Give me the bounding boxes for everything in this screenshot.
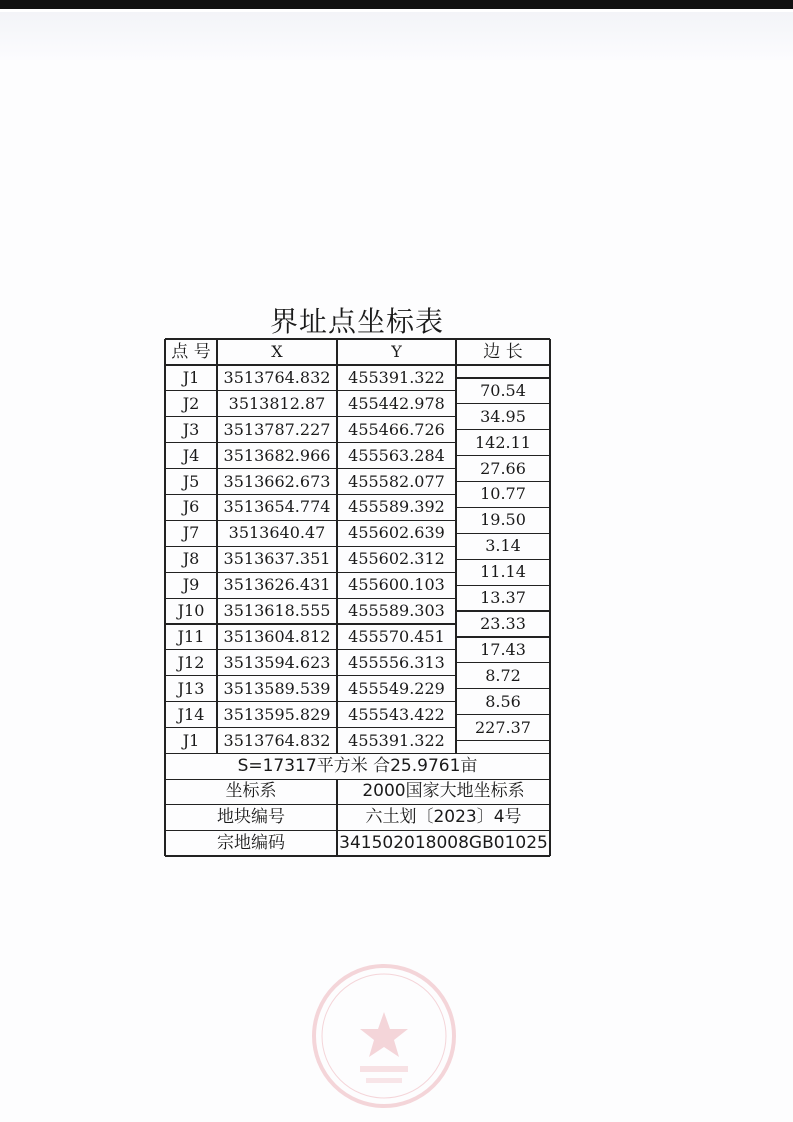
table-rule: [456, 455, 550, 456]
official-seal: [310, 962, 458, 1110]
edge-length: 142.11: [475, 432, 531, 452]
edge-length: 34.95: [480, 406, 526, 426]
point-y: 455391.322: [348, 367, 445, 387]
table-rule: [456, 507, 550, 508]
scan-shade: [0, 12, 793, 60]
edge-length: 70.54: [480, 380, 526, 400]
point-x: 3513764.832: [223, 367, 331, 387]
table-rule: [165, 804, 550, 805]
table-rule: [456, 585, 550, 586]
point-y: 455442.978: [348, 393, 445, 413]
table-rule: [456, 533, 550, 534]
table-rule: [165, 623, 456, 624]
table-rule: [165, 416, 456, 417]
info-value: 2000国家大地坐标系: [362, 781, 525, 802]
point-x: 3513589.539: [223, 678, 331, 698]
point-y: 455600.103: [348, 575, 445, 595]
point-id: J13: [177, 678, 205, 698]
point-id: J14: [177, 704, 205, 724]
point-id: J3: [182, 419, 200, 439]
table-rule: [216, 339, 217, 754]
area-summary: S=17317平方米 合25.9761亩: [237, 755, 478, 776]
table-rule: [165, 468, 456, 469]
edge-length: 3.14: [485, 536, 521, 556]
info-value: 六土划〔2023〕4号: [365, 807, 522, 828]
info-label: 坐标系: [225, 781, 277, 802]
edge-length: 19.50: [480, 510, 526, 530]
point-x: 3513764.832: [223, 730, 331, 750]
point-x: 3513787.227: [223, 419, 331, 439]
header-y: Y: [391, 342, 402, 361]
point-y: 455602.639: [348, 523, 445, 543]
point-y: 455543.422: [348, 704, 445, 724]
info-label: 地块编号: [217, 807, 285, 828]
table-rule: [165, 364, 550, 365]
point-x: 3513654.774: [223, 497, 331, 517]
table-rule: [165, 727, 456, 728]
table-rule: [165, 520, 456, 521]
table-rule: [456, 688, 550, 689]
table-rule: [165, 830, 550, 831]
point-id: J1: [182, 367, 200, 387]
table-rule: [336, 339, 337, 754]
table-rule: [456, 662, 550, 663]
point-y: 455549.229: [348, 678, 445, 698]
table-rule: [456, 429, 550, 430]
table-border-bottom: [165, 855, 550, 856]
point-x: 3513640.47: [228, 523, 326, 543]
point-y: 455466.726: [348, 419, 445, 439]
edge-length: 11.14: [480, 562, 526, 582]
point-id: J8: [182, 549, 200, 569]
point-id: J10: [177, 601, 205, 621]
edge-length: 8.56: [485, 691, 521, 711]
coordinate-table: [165, 339, 550, 856]
header-x: X: [271, 342, 283, 361]
edge-length: 27.66: [480, 458, 526, 478]
table-rule: [456, 559, 550, 560]
table-rule: [165, 753, 456, 754]
point-id: J2: [182, 393, 200, 413]
point-id: J6: [182, 497, 200, 517]
table-rule: [456, 714, 550, 715]
point-id: J4: [182, 445, 200, 465]
point-y: 455589.392: [348, 497, 445, 517]
table-rule: [456, 753, 550, 754]
edge-length: 227.37: [475, 717, 531, 737]
table-rule: [165, 701, 456, 702]
table-rule: [165, 494, 456, 495]
point-id: J1: [182, 730, 200, 750]
point-y: 455602.312: [348, 549, 445, 569]
point-id: J9: [182, 575, 200, 595]
edge-length: 23.33: [480, 613, 526, 633]
point-id: J12: [177, 652, 205, 672]
point-x: 3513626.431: [223, 575, 331, 595]
point-id: J7: [182, 523, 200, 543]
table-rule: [165, 649, 456, 650]
point-x: 3513812.87: [228, 393, 326, 413]
point-x: 3513604.812: [223, 626, 331, 646]
header-point: 点 号: [171, 341, 211, 362]
point-x: 3513637.351: [223, 549, 331, 569]
point-x: 3513595.829: [223, 704, 331, 724]
table-rule: [165, 546, 456, 547]
header-edge: 边 长: [483, 341, 523, 362]
point-id: J11: [177, 626, 205, 646]
edge-length: 13.37: [480, 588, 526, 608]
table-rule: [336, 779, 337, 856]
table-rule: [165, 779, 550, 780]
point-y: 455589.303: [348, 601, 445, 621]
table-rule: [456, 610, 550, 611]
point-x: 3513662.673: [223, 471, 331, 491]
table-rule: [456, 481, 550, 482]
info-label: 宗地编码: [217, 832, 285, 853]
point-y: 455563.284: [348, 445, 445, 465]
point-x: 3513682.966: [223, 445, 331, 465]
point-y: 455391.322: [348, 730, 445, 750]
star-icon: [360, 1012, 408, 1057]
point-y: 455582.077: [348, 471, 445, 491]
edge-length: 10.77: [480, 484, 526, 504]
table-rule: [165, 675, 456, 676]
table-rule: [165, 390, 456, 391]
table-rule: [165, 442, 456, 443]
table-rule: [455, 339, 456, 754]
table-rule: [456, 377, 550, 378]
point-id: J5: [182, 471, 200, 491]
info-value: 341502018008GB01025: [339, 832, 548, 853]
table-rule: [165, 572, 456, 573]
table-border-top: [165, 338, 550, 339]
table-rule: [165, 598, 456, 599]
scan-edge: [0, 0, 793, 12]
edge-length: 8.72: [485, 665, 521, 685]
point-x: 3513594.623: [223, 652, 331, 672]
table-rule: [456, 740, 550, 741]
table-rule: [456, 636, 550, 637]
point-y: 455570.451: [348, 626, 445, 646]
edge-length: 17.43: [480, 639, 526, 659]
point-x: 3513618.555: [223, 601, 331, 621]
point-y: 455556.313: [348, 652, 445, 672]
page-title: 界址点坐标表: [269, 305, 444, 338]
table-rule: [456, 403, 550, 404]
